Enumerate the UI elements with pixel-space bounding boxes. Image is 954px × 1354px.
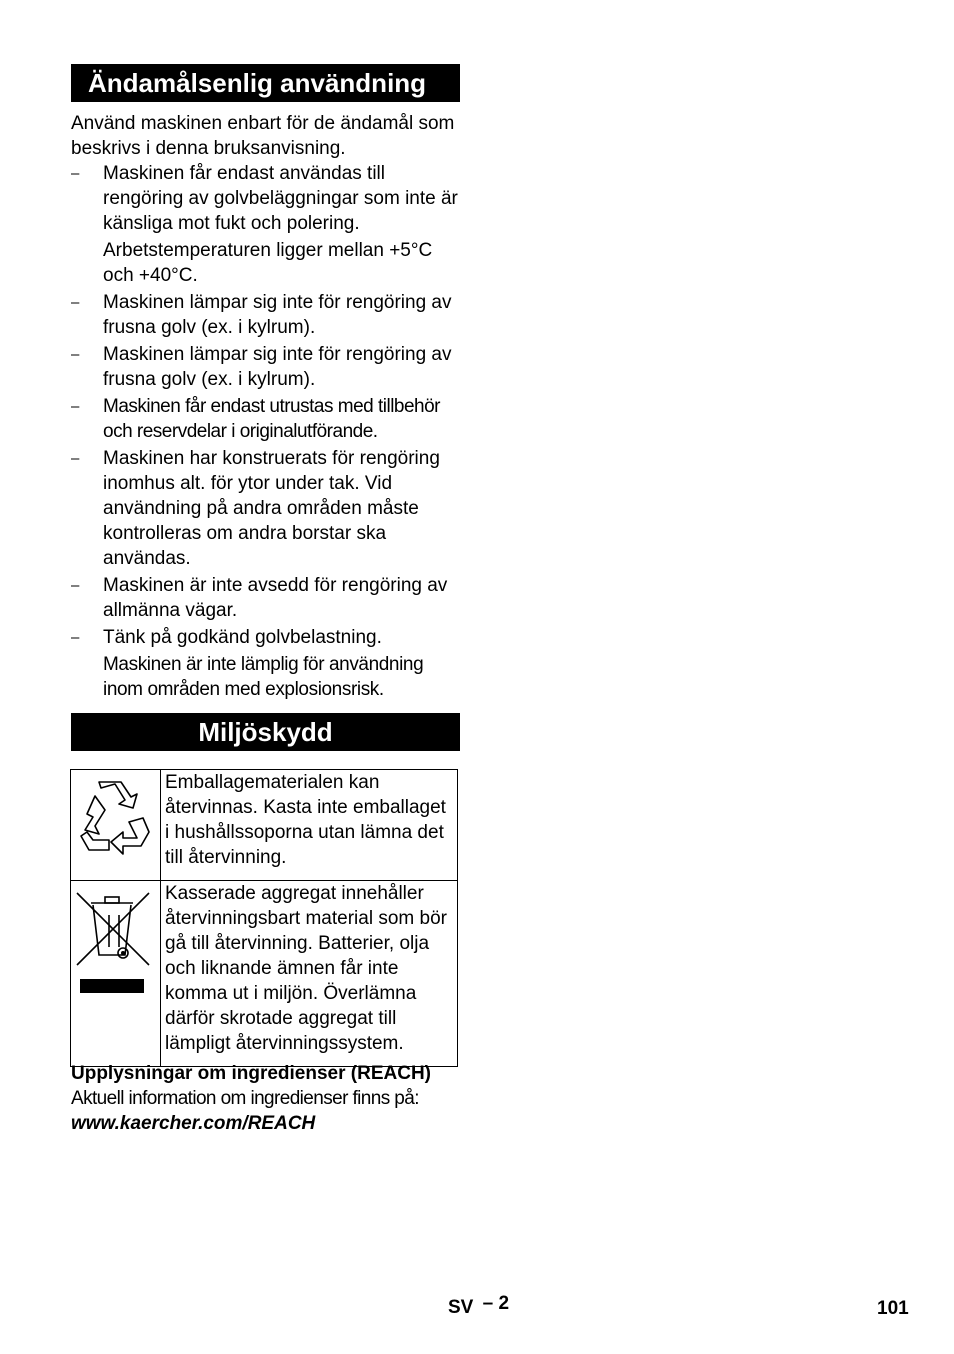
list-item-text: Maskinen är inte avsedd för rengöring av allmänna vägar.: [103, 575, 448, 621]
list-item: [71, 342, 460, 392]
dash-marker: –: [71, 577, 80, 594]
dash-marker: –: [71, 398, 80, 415]
dash-marker: –: [71, 294, 80, 311]
recycling-text: Emballagematerialen kan återvinnas. Kasta inte emballaget i hushållssoporna utan lämna det till återvinning.: [161, 770, 458, 881]
crossed-bin-icon: [71, 881, 160, 1059]
list-item-text: Maskinen lämpar sig inte för rengöring av frusna golv (ex. i kylrum).: [103, 344, 452, 390]
reach-title: Upplysningar om ingredienser (REACH): [71, 1063, 431, 1084]
list-item: [71, 625, 460, 702]
list-item: [71, 161, 460, 288]
list-item: [71, 446, 460, 571]
environment-table: [70, 769, 458, 1067]
dash-marker: –: [71, 450, 80, 467]
footer-section: – 2: [482, 1293, 510, 1314]
icon-cell: [71, 881, 161, 1067]
usage-bullet-list: [71, 161, 460, 704]
footer-language: SV: [448, 1297, 474, 1318]
list-item: [71, 290, 460, 340]
recycling-icon: [71, 770, 160, 873]
list-item-note: Maskinen är inte lämplig för användning inom områden med explosionsrisk.: [103, 654, 424, 700]
footer-language-section: [448, 1293, 510, 1319]
list-item-text: Maskinen har konstruerats för rengöring inomhus alt. för ytor under tak. Vid användning på andra områden måste kontrolleras om andra borstar ska användas.: [103, 448, 440, 569]
list-item: [71, 573, 460, 623]
dash-marker: –: [71, 165, 80, 182]
intro-paragraph: Använd maskinen enbart för de ändamål som beskrivs i denna bruksanvisning.: [71, 113, 455, 159]
section-heading-intended-use: Ändamålsenlig användning: [71, 64, 460, 102]
table-row: [71, 770, 458, 881]
list-item-text: Tänk på godkänd golvbelastning.: [103, 627, 382, 648]
reach-link[interactable]: www.kaercher.com/REACH: [71, 1113, 316, 1134]
dash-marker: –: [71, 629, 80, 646]
list-item-text: Maskinen får endast användas till rengöring av golvbeläggningar som inte är känsliga mot fukt och polering.: [103, 163, 458, 234]
reach-info: [71, 1061, 471, 1136]
page-number: 101: [877, 1298, 909, 1319]
list-item-note: Arbetstemperaturen ligger mellan +5°C och +40°C.: [103, 240, 433, 286]
section-heading-environment: Miljöskydd: [71, 713, 460, 751]
dash-marker: –: [71, 346, 80, 363]
list-item-text: Maskinen får endast utrustas med tillbehör och reservdelar i originalutförande.: [103, 396, 441, 442]
table-row: [71, 881, 458, 1067]
list-item-text: Maskinen lämpar sig inte för rengöring av frusna golv (ex. i kylrum).: [103, 292, 452, 338]
disposal-text: Kasserade aggregat innehåller återvinningsbart material som bör gå till återvinning. Batterier, olja och liknande ämnen får inte komma ut i miljön. Överlämna därför skrotade aggregat till lämpligt återvinningssystem.: [161, 881, 458, 1067]
icon-cell: [71, 770, 161, 881]
reach-text: Aktuell information om ingredienser finns på:: [71, 1088, 419, 1109]
list-item: [71, 394, 460, 444]
